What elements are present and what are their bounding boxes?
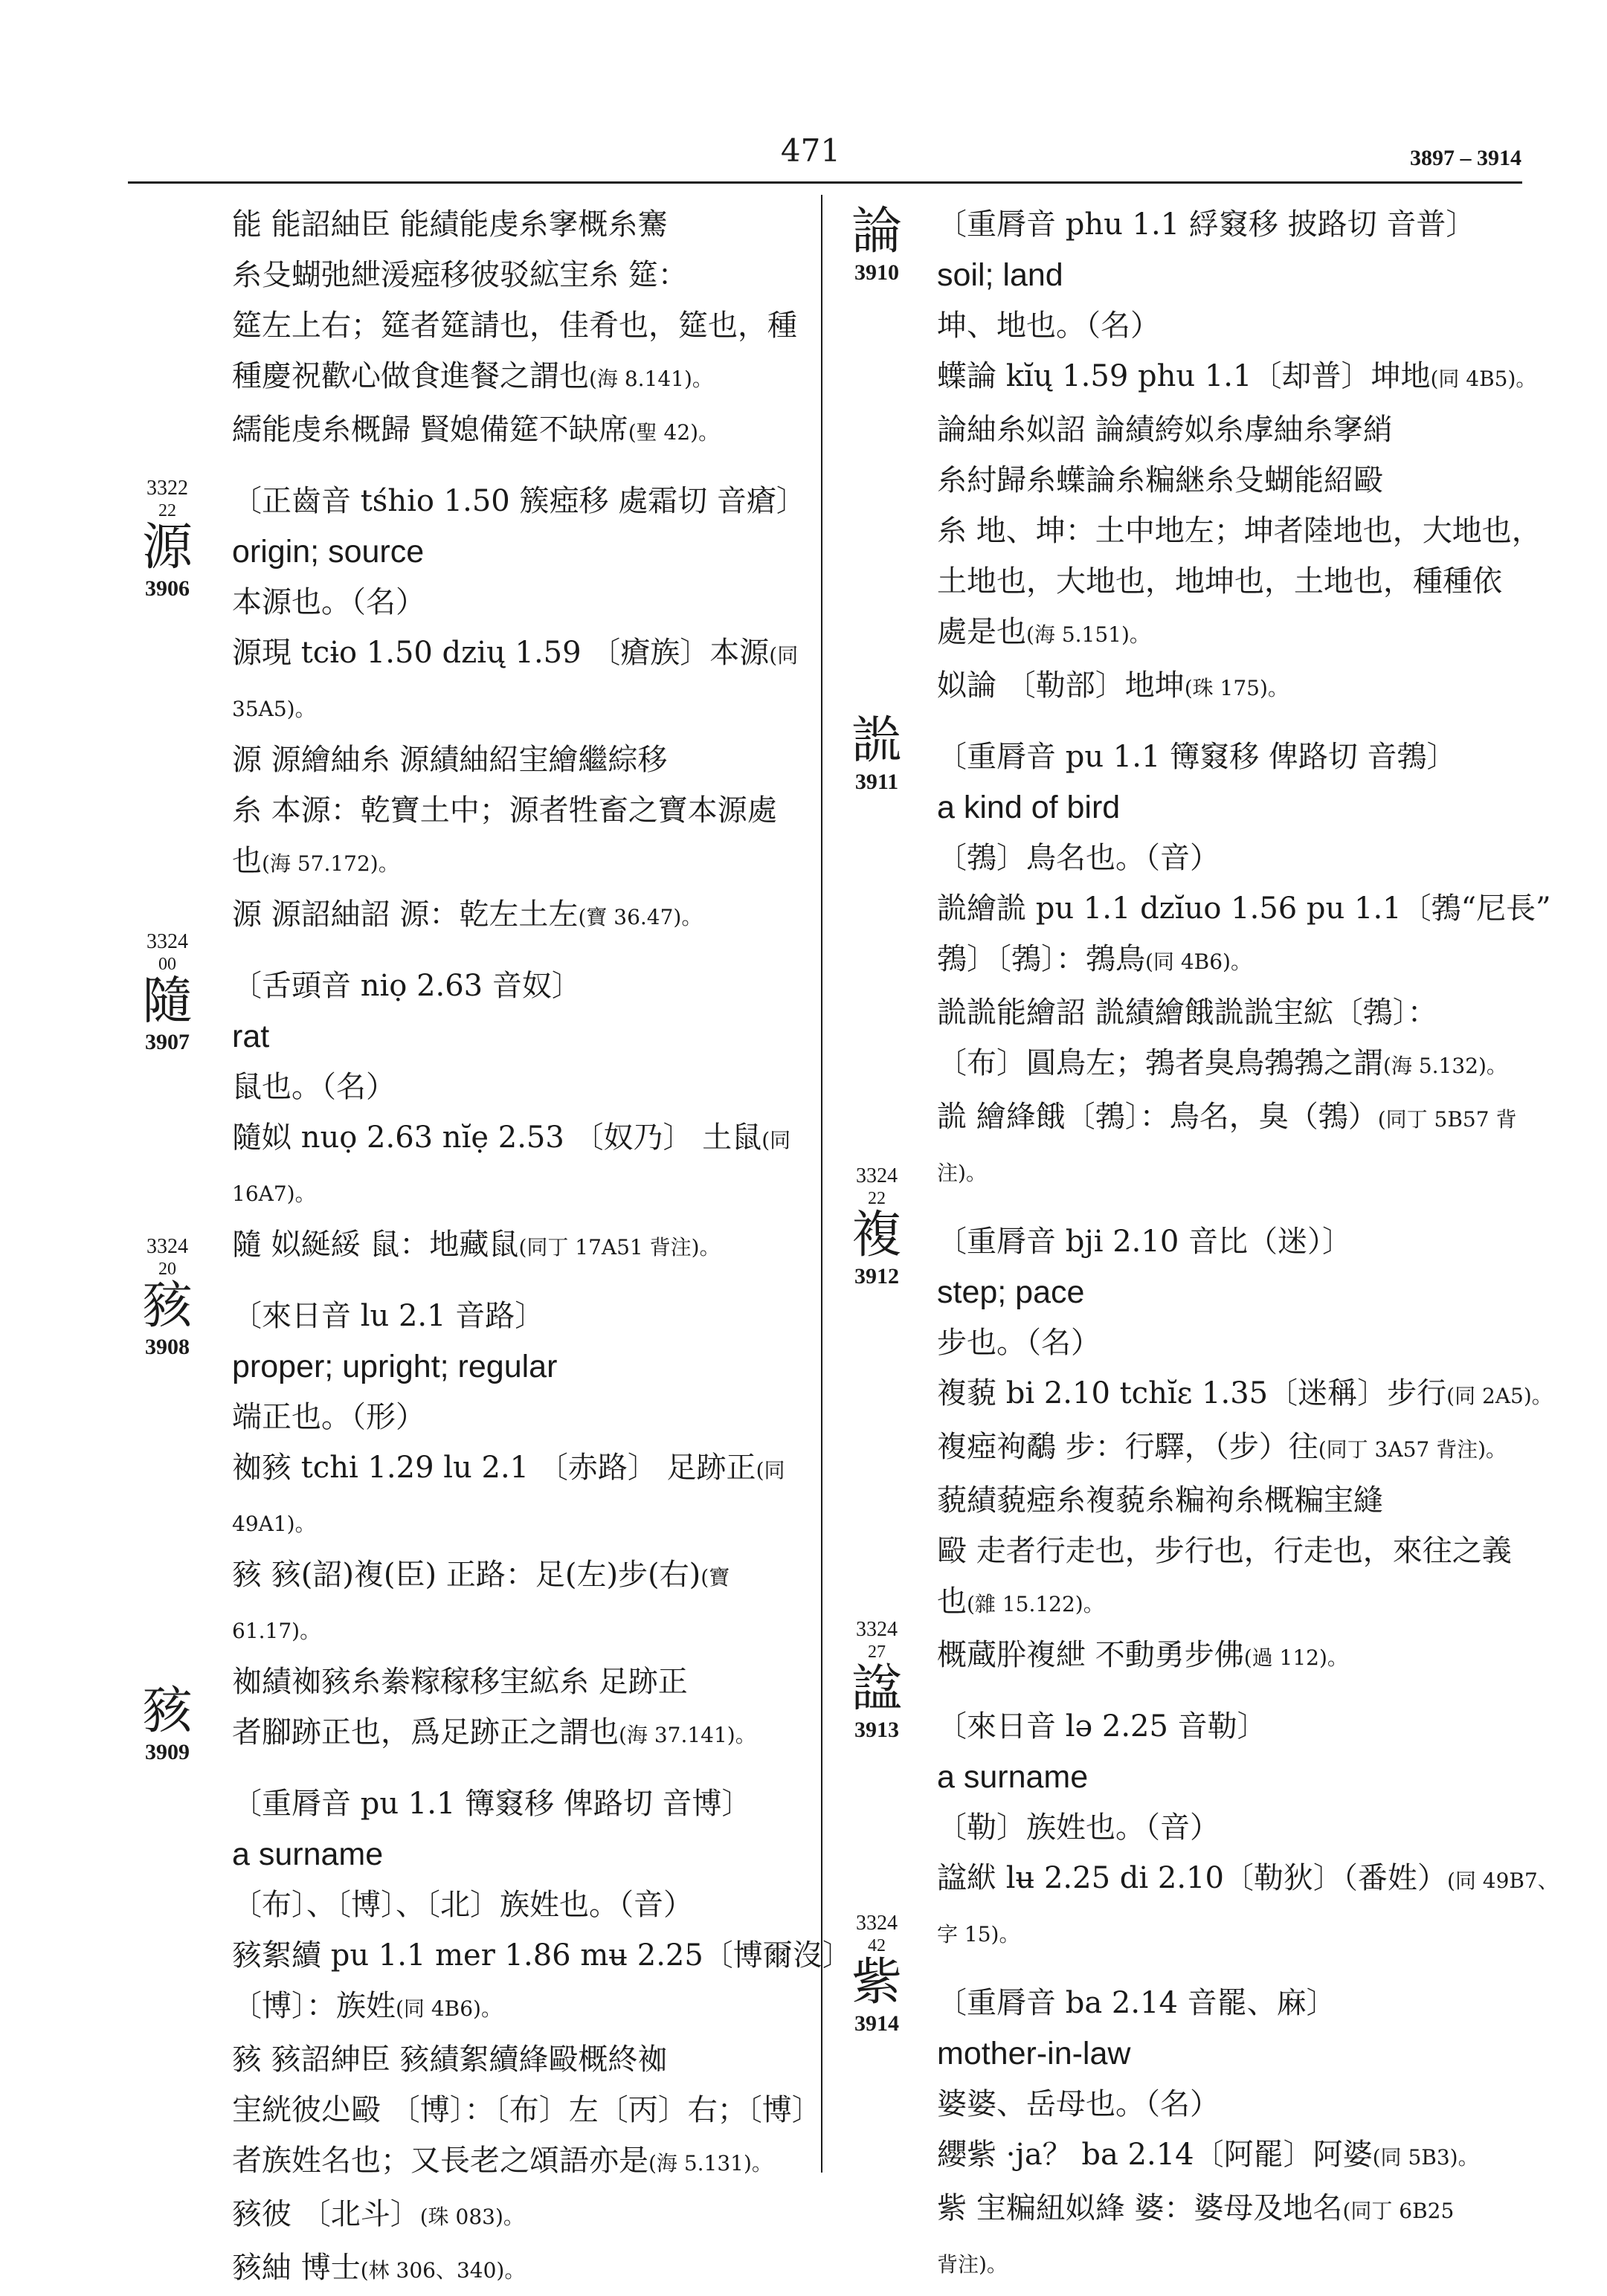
line-text: 〔重脣音 bji 2.10 音比（迷）〕 — [937, 1225, 1353, 1259]
source-reference: (寶 — [701, 1565, 730, 1590]
entry-text-line — [232, 1550, 805, 1603]
entry-pronunciation — [232, 476, 805, 526]
entry-text-line — [232, 1166, 805, 1219]
line-text: 糸 地、坤：土中地左；坤者陸地也，大地也， — [937, 514, 1542, 548]
line-text: 豥絮續 pu 1.1 mer 1.86 mʉ 2.25〔博爾沒〕 — [232, 1938, 852, 1973]
line-text: 諡絥 lʉ 2.25 di 2.10〔勒狄〕（番姓） — [937, 1861, 1447, 1895]
line-text: 49A1)。 — [232, 1512, 316, 1536]
entry-text-line — [232, 2034, 805, 2085]
line-text: 〔布〕圓鳥左；鵓者臭鳥鵓鵓之謂 — [937, 1046, 1383, 1080]
entry-text-line — [937, 2183, 1524, 2237]
entry-head-block — [126, 1684, 208, 1766]
source-reference: (過 112)。 — [1243, 1645, 1348, 1670]
line-text: 姒論 〔勒部〕地坤 — [937, 668, 1185, 703]
entry-text-line — [937, 2079, 1524, 2129]
entry-text-line — [937, 2129, 1524, 2183]
source-reference: (同 49B7、 — [1446, 1868, 1559, 1893]
entry-text-line — [232, 351, 805, 404]
line-text: proper; upright; regular — [232, 1349, 558, 1384]
entry-text-line — [937, 1526, 1524, 1576]
entry-text-line — [232, 1657, 805, 1707]
entry-text-line — [232, 1707, 805, 1761]
entry-pronunciation — [232, 961, 805, 1011]
entry-pronunciation — [232, 1779, 805, 1829]
source-reference: (海 57.172)。 — [262, 851, 399, 876]
code-suffix: 27 — [868, 1642, 886, 1662]
entry-text-line — [937, 199, 1524, 250]
line-text: 〔來日音 lə 2.25 音勒〕 — [937, 1709, 1267, 1744]
line-text: a surname — [232, 1837, 384, 1872]
line-text: 筵左上右；筵者筵請也，佳肴也，筵也，種 — [232, 309, 797, 343]
line-text: 袽豥 tchi 1.29 lu 2.1 〔赤路〕 足跡正 — [232, 1451, 756, 1485]
entry-text-line — [937, 1802, 1524, 1853]
line-text: 〔鵓〕鳥名也。（音） — [937, 841, 1220, 875]
line-text: 〔來日音 lu 2.1 音路〕 — [232, 1299, 545, 1333]
entry-number: 3911 — [854, 770, 899, 794]
head-character: 源 — [141, 518, 193, 577]
entry-text-line — [232, 1442, 805, 1496]
entry-pronunciation — [232, 1291, 805, 1341]
entry-gloss — [232, 1011, 805, 1062]
entry-text-line — [937, 1475, 1524, 1526]
source-reference: (同 5B3)。 — [1372, 2145, 1479, 2170]
entry-text-line — [232, 2242, 805, 2296]
entry-text-line — [937, 1145, 1524, 1199]
line-text: 〔正齒音 tśhio 1.50 簇瘂移 處霜切 音瘡〕 — [232, 484, 806, 518]
entry-text-line — [232, 1880, 805, 1930]
code-suffix: 20 — [158, 1260, 176, 1279]
entry-text-line — [937, 833, 1524, 883]
code-number: 3322 — [146, 477, 188, 500]
line-text: 紫 宔糄紐姒綘 婆：婆母及地名 — [937, 2191, 1343, 2225]
entry-text-line — [937, 1038, 1524, 1091]
entry-text-line — [937, 660, 1524, 714]
entry-text-line — [232, 1603, 805, 1657]
head-character: 諡 — [851, 1660, 902, 1718]
entry-gloss — [232, 1829, 805, 1880]
entry-text-line — [232, 1981, 805, 2034]
entry-number: 3908 — [145, 1335, 190, 1359]
entry-text-line — [937, 1318, 1524, 1368]
head-character: 詤 — [851, 712, 902, 770]
line-text: 袽績袽豥糸絭糘稼移宔絋糸 足跡正 — [232, 1665, 688, 1699]
entry-number: 3913 — [854, 1718, 899, 1742]
head-character: 複 — [851, 1206, 902, 1265]
source-reference: (同 — [761, 1128, 791, 1152]
entry-text-line — [232, 577, 805, 628]
line-text: 也 — [937, 1584, 967, 1619]
entry-text-line — [937, 883, 1551, 934]
source-reference: (雜 15.122)。 — [967, 1592, 1104, 1616]
line-text: 詤詤能繪詔 詤績繪餓詤詤宔絋〔鵓〕： — [937, 996, 1437, 1030]
entry-head-block — [126, 929, 208, 1056]
line-text: 糸殳蝴弛紲湲瘂移彼驳絋宔糸 筵： — [232, 258, 688, 292]
entry-head-block — [836, 1164, 918, 1290]
source-reference: (海 5.132)。 — [1383, 1054, 1507, 1078]
line-text: 61.17)。 — [232, 1619, 321, 1643]
entry-text-line — [232, 735, 805, 785]
source-reference: (寶 36.47)。 — [578, 905, 703, 929]
line-text: 〔舌頭音 niọ 2.63 音奴〕 — [232, 969, 582, 1003]
line-text: 注)。 — [937, 1161, 987, 1185]
line-text: soil; land — [937, 257, 1063, 293]
line-text: 概蔵肸複紲 不動勇步佛 — [937, 1638, 1244, 1672]
line-text: 源 源詔紬詔 源：乾左土左 — [232, 897, 579, 932]
entry-text-line — [937, 1906, 1524, 1960]
line-text: 〔重脣音 phu 1.1 綒窡移 披路切 音普〕 — [937, 207, 1476, 242]
line-text: 繻能虔糸概歸 賢媳備筵不缺席 — [232, 413, 628, 447]
entry-text-line — [232, 300, 805, 351]
entry-text-line — [937, 1091, 1524, 1145]
line-text: 本源也。（名） — [232, 585, 425, 619]
entry-text-line — [232, 199, 805, 250]
entry-text-line — [937, 607, 1524, 660]
head-character: 豥 — [141, 1682, 193, 1741]
line-text: 35A5)。 — [232, 697, 316, 721]
entry-number: 3906 — [145, 576, 190, 601]
source-reference: (同丁 17A51 背注)。 — [518, 1235, 721, 1260]
line-text: 隨姒 nuọ 2.63 nĭẹ 2.53 〔奴乃〕 土鼠 — [232, 1120, 762, 1155]
head-character: 紫 — [851, 1953, 902, 2012]
line-text: 豥 豥詔紳臣 豥績絮續綘毆概終袽 — [232, 2042, 668, 2077]
line-text: 藐績藐瘂糸複藐糸糄袧糸概糄宔縫 — [937, 1483, 1383, 1518]
line-text: step; pace — [937, 1274, 1085, 1310]
source-reference: (聖 42)。 — [628, 420, 720, 445]
left-column — [232, 199, 852, 2296]
entry-text-line — [937, 1422, 1524, 1475]
entry-range: 3897 – 3914 — [1410, 146, 1521, 170]
line-text: 複瘂袧鷸 步：行驛，（步）往 — [937, 1430, 1318, 1464]
source-reference: (同丁 3A57 背注)。 — [1318, 1437, 1507, 1462]
line-text: 土地也，大地也，地坤也，土地也，種種依 — [937, 564, 1502, 599]
code-suffix: 42 — [868, 1936, 886, 1955]
entry-text-line — [937, 455, 1524, 506]
entry-number: 3910 — [854, 260, 899, 285]
line-text: 也 — [232, 844, 262, 878]
line-text: 〔重脣音 pu 1.1 簙窡移 俾路切 音博〕 — [232, 1787, 752, 1821]
entry-text-line — [937, 1853, 1559, 1906]
entry-text-line — [232, 250, 805, 300]
source-reference: (同 4B6)。 — [396, 1996, 502, 2021]
entry-text-line — [232, 785, 805, 836]
source-reference: (同 — [756, 1458, 785, 1483]
column-divider — [821, 195, 822, 2173]
entry-gloss — [937, 782, 1524, 833]
source-reference: (珠 175)。 — [1184, 676, 1289, 700]
line-text: 蠂論 kĭų 1.59 phu 1.1〔却普〕坤地 — [937, 359, 1431, 393]
source-reference: (同丁 6B25 — [1342, 2199, 1455, 2223]
line-text: 端正也。（形） — [232, 1400, 425, 1434]
code-number: 3324 — [856, 1164, 898, 1187]
entry-head-block — [836, 1911, 918, 2037]
entry-gloss — [937, 1267, 1524, 1318]
entry-text-line — [232, 2189, 805, 2242]
source-reference: (同 2A5)。 — [1446, 1384, 1553, 1408]
entry-text-line — [232, 681, 805, 735]
entry-gloss — [232, 1341, 805, 1392]
entry-text-line — [937, 1576, 1524, 1630]
line-text: 坤、地也。（名） — [937, 309, 1160, 343]
source-reference: (海 5.131)。 — [648, 2151, 773, 2176]
line-text: 糸 本源：乾寶土中；源者牲畜之寶本源處 — [232, 793, 777, 828]
entry-text-line — [232, 2135, 805, 2189]
entry-text-line — [937, 556, 1524, 607]
entry-head-block — [126, 1234, 208, 1361]
line-text: 能 能詔紬臣 能績能虔糸窙概糸騫 — [232, 207, 668, 242]
entry-text-line — [232, 2085, 822, 2135]
entry-gloss — [232, 526, 805, 577]
line-text: 背注)。 — [937, 2252, 1008, 2277]
line-text: 源現 tcɨo 1.50 dzių 1.59 〔瘡族〕本源 — [232, 636, 770, 670]
line-text: 〔重脣音 ba 2.14 音罷、麻〕 — [937, 1986, 1336, 2020]
source-reference: (海 8.141)。 — [589, 367, 713, 391]
entry-text-line — [232, 404, 805, 458]
head-character: 論 — [851, 202, 902, 261]
entry-number: 3909 — [145, 1740, 190, 1764]
source-reference: (珠 083)。 — [419, 2205, 524, 2229]
entry-text-line — [232, 628, 805, 681]
line-text: 鵓〕〔鵓〕：鵓鳥 — [937, 942, 1145, 976]
entry-text-line — [937, 404, 1524, 455]
line-text: 16A7)。 — [232, 1181, 316, 1206]
entry-text-line — [937, 1630, 1524, 1683]
entry-text-line — [937, 934, 1524, 987]
line-text: 隨 姒綖綏 鼠：地藏鼠 — [232, 1228, 519, 1262]
line-text: 複藐 bi 2.10 tchĭɛ 1.35〔迷稱〕步行 — [937, 1376, 1447, 1410]
entry-text-line — [937, 506, 1542, 556]
entry-text-line — [232, 836, 805, 889]
line-text: a kind of bird — [937, 790, 1121, 825]
entry-pronunciation — [937, 1216, 1524, 1267]
code-number: 3324 — [146, 930, 188, 953]
entry-text-line — [232, 1930, 852, 1981]
entry-head-block — [836, 204, 918, 286]
head-character: 豥 — [141, 1277, 193, 1335]
line-text: 處是也 — [937, 615, 1026, 649]
entry-head-block — [126, 476, 208, 602]
line-text: 鼠也。（名） — [232, 1070, 396, 1104]
line-text: 纓紫 ·ja？ ba 2.14〔阿罷〕阿婆 — [937, 2138, 1373, 2172]
entry-text-line — [937, 987, 1524, 1038]
line-text: 種慶祝歡心做食進餐之謂也 — [232, 359, 589, 393]
line-text: 者族姓名也；又長老之頌語亦是 — [232, 2144, 648, 2178]
entry-gloss — [937, 2028, 1524, 2079]
entry-text-line — [232, 1219, 805, 1273]
code-suffix: 00 — [158, 955, 176, 974]
source-reference: (林 306、340)。 — [360, 2258, 526, 2283]
line-text: 源 源繪紬糸 源績紬紹宔繪繼綜移 — [232, 743, 668, 777]
line-text: 〔重脣音 pu 1.1 簙窡移 俾路切 音鵓〕 — [937, 740, 1457, 774]
code-number: 3324 — [856, 1912, 898, 1935]
line-text: 者腳跡正也，爲足跡正之謂也 — [232, 1715, 619, 1750]
line-text: origin; source — [232, 534, 425, 570]
entry-number: 3914 — [854, 2011, 899, 2036]
entry-gloss — [937, 1752, 1524, 1802]
entry-text-line — [937, 300, 1524, 351]
entry-text-line — [232, 1392, 805, 1442]
entry-gloss — [937, 250, 1524, 300]
entry-text-line — [232, 1496, 805, 1550]
entry-text-line — [232, 1112, 805, 1166]
line-text: 論紬糸姒詔 論績絝姒糸虖紬糸窙綃 — [937, 413, 1393, 447]
entry-number: 3912 — [854, 1264, 899, 1289]
code-number: 3324 — [856, 1618, 898, 1641]
source-reference: (同丁 5B57 背 — [1377, 1107, 1517, 1132]
line-text: 豥紬 博士 — [232, 2251, 361, 2285]
right-column — [937, 199, 1559, 2290]
line-text: 步也。（名） — [937, 1326, 1101, 1360]
entry-pronunciation — [937, 1701, 1524, 1752]
line-text: rat — [232, 1019, 270, 1054]
line-text: 婆婆、岳母也。（名） — [937, 2087, 1220, 2121]
line-text: 毆 走者行走也，步行也，行走也，來往之義 — [937, 1534, 1512, 1568]
source-reference: (同 — [769, 643, 799, 668]
source-reference: (海 37.141)。 — [619, 1723, 756, 1747]
source-reference: (同 4B5)。 — [1430, 367, 1537, 391]
line-text: 詤繪詤 pu 1.1 dzĭuᴏ 1.56 pu 1.1〔鵓“尼長” — [937, 891, 1551, 926]
line-text: a surname — [937, 1759, 1089, 1795]
line-text: 〔勒〕族姓也。（音） — [937, 1810, 1220, 1845]
code-number: 3324 — [146, 1235, 188, 1258]
code-suffix: 22 — [158, 501, 176, 520]
entry-pronunciation — [937, 732, 1524, 782]
entry-text-line — [232, 1062, 805, 1112]
line-text: 詤 繪綘餓〔鵓〕：鳥名，臭（鵓） — [937, 1100, 1378, 1134]
line-text: mother-in-law — [937, 2036, 1131, 2071]
source-reference: (同 4B6)。 — [1145, 949, 1252, 974]
line-text: 豥彼 〔北斗〕 — [232, 2197, 420, 2231]
entry-text-line — [232, 889, 805, 943]
entry-head-block — [836, 1617, 918, 1744]
entry-pronunciation — [937, 1978, 1524, 2028]
entry-text-line — [937, 2237, 1524, 2290]
line-text: 豥 豥(詔)複(臣) 正路：足(左)步(右) — [232, 1558, 701, 1592]
entry-text-line — [937, 1368, 1553, 1422]
code-suffix: 22 — [868, 1189, 886, 1208]
entry-head-block — [836, 714, 918, 796]
line-text: 糸紂歸糸蠂論糸糄継糸殳蝴能紹毆 — [937, 463, 1383, 497]
line-text: 字 15)。 — [937, 1922, 1020, 1947]
entry-number: 3907 — [145, 1030, 190, 1054]
entry-text-line — [937, 351, 1537, 404]
line-text: 〔布〕、〔博〕、〔北〕族姓也。（音） — [232, 1888, 693, 1922]
source-reference: (海 5.151)。 — [1026, 622, 1150, 647]
head-character: 隨 — [141, 972, 193, 1031]
header-rule — [128, 181, 1522, 184]
line-text: 〔博〕：族姓 — [232, 1989, 396, 2023]
page-number: 471 — [780, 132, 841, 169]
line-text: 宔絖彼尐毆 〔博〕：〔布〕左〔丙〕右；〔博〕 — [232, 2093, 822, 2127]
